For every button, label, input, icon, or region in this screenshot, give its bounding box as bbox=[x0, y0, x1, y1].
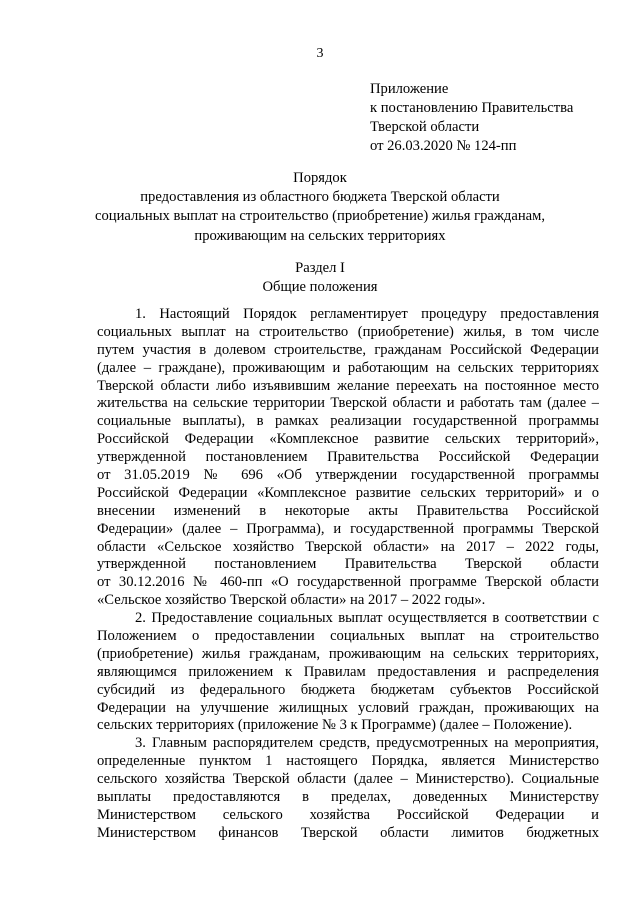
text-line: социальных выплат на строительство (приобретение) жилья, в том числе bbox=[97, 323, 599, 340]
text-line: сельского хозяйства Тверской области (далее – Министерство). Социальные bbox=[97, 771, 599, 788]
text-line: (приобретение) жилья гражданам, проживающим на сельских территориях, bbox=[97, 645, 599, 662]
text-line: Российской Федерации «Комплексное развитие сельских территорий», bbox=[97, 431, 599, 448]
text-line: 3. Главным распорядителем средств, предусмотренных на мероприятия, bbox=[135, 735, 599, 752]
text-line: жительства на сельские территории Тверской области и работать там (далее – bbox=[97, 395, 599, 412]
text-line: являющимся приложением к Правилам предоставления и распределения bbox=[97, 663, 599, 680]
title-line: предоставления из областного бюджета Тверской области bbox=[140, 189, 500, 206]
text-line: от 30.12.2016 № 460-пп «О государственной программе Тверской области bbox=[97, 574, 599, 591]
appendix-date-line: от 26.03.2020 № 124-пп bbox=[370, 138, 517, 154]
paragraph-2 bbox=[97, 610, 599, 735]
section-heading bbox=[60, 259, 580, 297]
text-line: 2. Предоставление социальных выплат осуществляется в соответствии с bbox=[135, 610, 599, 627]
text-line: социальные выплаты), в рамках реализации государственной программы bbox=[97, 413, 599, 430]
body-text bbox=[97, 306, 599, 843]
text-line: Тверской области либо изъявившим желание переехать на постоянное место bbox=[97, 377, 599, 394]
text-line: утвержденной постановлением Правительства Тверской области bbox=[97, 556, 599, 573]
text-line: субсидий из федерального бюджета бюджетам субъектов Российской bbox=[97, 681, 599, 698]
text-line: от 31.05.2019 № 696 «Об утверждении государственной программы bbox=[97, 467, 599, 484]
title-line: Порядок bbox=[293, 170, 347, 186]
appendix-line: Тверской области bbox=[370, 119, 480, 135]
text-line: определенные пунктом 1 настоящего Порядка, является Министерство bbox=[97, 753, 599, 770]
title-line: проживающим на сельских территориях bbox=[194, 227, 446, 244]
document-title bbox=[60, 169, 580, 246]
text-line: внесении изменений в некоторые акты Правительства Российской bbox=[97, 502, 599, 519]
text-line: (далее – граждане), проживающим и работающим на сельских территориях bbox=[97, 359, 599, 376]
paragraph-1 bbox=[97, 306, 599, 610]
title-line: социальных выплат на строительство (приобретение) жилья гражданам, bbox=[94, 208, 545, 225]
text-line: «Сельское хозяйство Тверской области» на 2017 – 2022 годы». bbox=[97, 592, 486, 609]
text-line: Министерством финансов Тверской области лимитов бюджетных bbox=[97, 824, 599, 841]
text-line: утвержденной постановлением Правительства Российской Федерации bbox=[97, 449, 599, 466]
section-name: Общие положения bbox=[262, 279, 378, 296]
appendix-line: к постановлению Правительства bbox=[370, 100, 574, 116]
text-line: Российской Федерации «Комплексное развитие сельских территорий» и о bbox=[97, 484, 599, 501]
paragraph-3 bbox=[97, 735, 599, 842]
text-line: 1. Настоящий Порядок регламентирует процедуру предоставления bbox=[135, 306, 599, 322]
text-line: Положением о предоставлении социальных выплат на строительство bbox=[97, 628, 599, 645]
appendix-line: Приложение bbox=[370, 81, 449, 97]
text-line: Федерации» (далее – Программа), и государственной программы Тверской bbox=[97, 520, 599, 537]
text-line: выплаты предоставляются в пределах, доведенных Министерству bbox=[97, 789, 599, 806]
text-line: путем участия в долевом строительстве, гражданам Российской Федерации bbox=[97, 341, 599, 358]
page-number: 3 bbox=[316, 46, 324, 61]
section-number: Раздел I bbox=[295, 260, 345, 276]
text-line: сельских территориях (приложение № 3 к Программе) (далее – Положение). bbox=[97, 717, 573, 734]
text-line: Министерством сельского хозяйства Российской Федерации и bbox=[97, 806, 599, 823]
text-line: области «Сельское хозяйство Тверской области» на 2017 – 2022 годы, bbox=[97, 538, 599, 555]
text-line: Федерации на улучшение жилищных условий граждан, проживающих на bbox=[97, 699, 599, 716]
appendix-block bbox=[370, 80, 630, 156]
